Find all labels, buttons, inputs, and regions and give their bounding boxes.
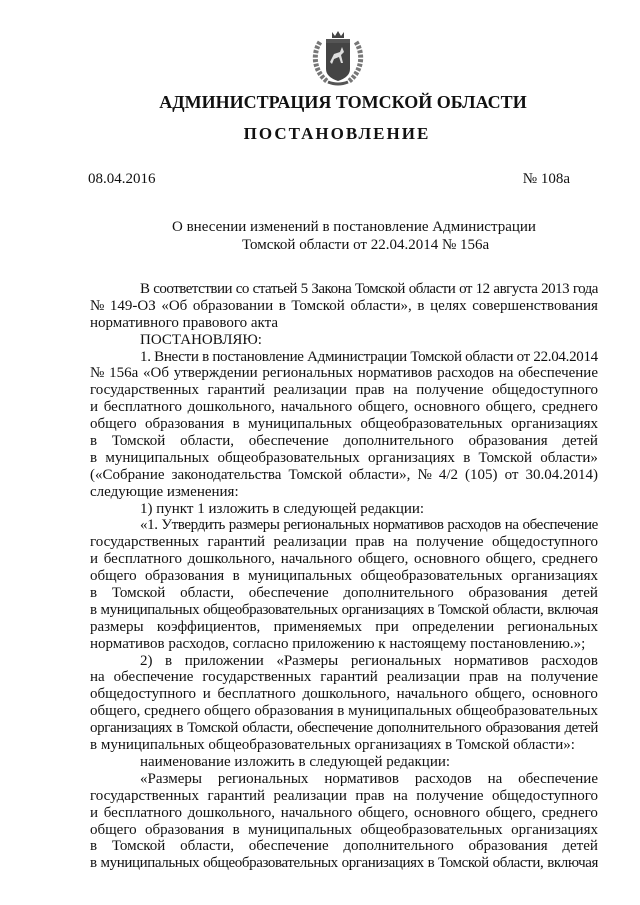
subject-line: О внесении изменений в постановление Администрации bbox=[172, 219, 536, 235]
text-line: «Размеры региональных нормативов расходов на обеспечение bbox=[140, 770, 598, 787]
text-line: 1) пункт 1 изложить в следующей редакции: bbox=[140, 500, 425, 517]
paragraph bbox=[90, 501, 598, 518]
paragraph bbox=[90, 517, 598, 652]
text-line: государственных гарантий реализации прав на получение общедоступного bbox=[90, 787, 598, 804]
document-number: № 108а bbox=[522, 171, 570, 187]
text-line: № 156а «Об утверждении региональных нормативов расходов на обеспечение bbox=[90, 365, 598, 382]
text-line: и бесплатного дошкольного, начального общего, основного общего, среднего bbox=[90, 551, 598, 568]
document-body bbox=[90, 281, 598, 872]
paragraph bbox=[90, 653, 598, 754]
text-line: размеры коэффициентов, применяемых при определении региональных bbox=[90, 618, 598, 635]
text-line: общедоступного и бесплатного дошкольного, начального общего, основного bbox=[90, 686, 598, 703]
text-line: В соответствии со статьей 5 Закона Томской области от 12 августа 2013 года bbox=[140, 281, 598, 297]
text-line: нормативного правового акта bbox=[90, 314, 278, 331]
paragraph bbox=[90, 754, 598, 771]
text-line: в муниципальных общеобразовательных организациях в Томской области, включая bbox=[90, 601, 598, 618]
text-line: организациях в Томской области, обеспечение дополнительного образования детей bbox=[90, 720, 598, 737]
text-line: в Томской области, обеспечение дополнительного образования детей bbox=[90, 585, 598, 602]
text-line: в Томской области, обеспечение дополнительного образования детей bbox=[90, 838, 598, 855]
text-line: следующие изменения: bbox=[90, 483, 239, 500]
text-line: («Собрание законодательства Томской области», № 4/2 (105) от 30.04.2014) bbox=[90, 466, 598, 483]
text-line: наименование изложить в следующей редакции: bbox=[140, 753, 451, 770]
text-line: государственных гарантий реализации прав на получение общедоступного bbox=[90, 382, 598, 399]
text-line: «1. Утвердить размеры региональных нормативов расходов на обеспечение bbox=[140, 517, 598, 534]
text-line: нормативов расходов, согласно приложению к настоящему постановлению.»; bbox=[90, 635, 586, 652]
text-line: на обеспечение государственных гарантий реализации прав на получение bbox=[90, 669, 598, 686]
text-line: и бесплатного дошкольного, начального общего, основного общего, среднего bbox=[90, 399, 598, 416]
text-line: в Томской области, обеспечение дополнительного образования детей bbox=[90, 433, 598, 450]
organization-name: АДМИНИСТРАЦИЯ ТОМСКОЙ ОБЛАСТИ bbox=[159, 92, 527, 112]
paragraph bbox=[90, 349, 598, 501]
coat-of-arms-icon bbox=[310, 28, 366, 88]
text-line: общего образования в муниципальных общеобразовательных организациях bbox=[90, 821, 598, 838]
text-line: в муниципальных общеобразовательных организациях в Томской области»: bbox=[90, 737, 575, 754]
text-line: и бесплатного дошкольного, начального общего, основного общего, среднего bbox=[90, 804, 598, 821]
text-line: общего образования в муниципальных общеобразовательных организациях bbox=[90, 416, 598, 433]
paragraph bbox=[90, 332, 598, 349]
paragraph bbox=[90, 771, 598, 872]
document-date: 08.04.2016 bbox=[88, 171, 156, 187]
paragraph bbox=[90, 281, 598, 332]
document-type: ПОСТАНОВЛЕНИЕ bbox=[243, 124, 431, 143]
text-line: 2) в приложении «Размеры региональных нормативов расходов bbox=[140, 652, 598, 669]
text-line: в муниципальных общеобразовательных организациях в Томской области» bbox=[90, 449, 598, 466]
text-line: ПОСТАНОВЛЯЮ: bbox=[140, 331, 262, 348]
text-line: общего образования в муниципальных общеобразовательных организациях bbox=[90, 568, 598, 585]
text-line: общего, среднего общего образования в муниципальных общеобразовательных bbox=[90, 703, 598, 720]
text-line: в муниципальных общеобразовательных организациях в Томской области, включая bbox=[90, 855, 598, 872]
subject-line: Томской области от 22.04.2014 № 156а bbox=[242, 237, 490, 253]
text-line: государственных гарантий реализации прав на получение общедоступного bbox=[90, 534, 598, 551]
text-line: 1. Внести в постановление Администрации Томской области от 22.04.2014 bbox=[140, 348, 598, 365]
document-subject bbox=[172, 218, 536, 254]
text-line: № 149-ОЗ «Об образовании в Томской области», в целях совершенствования bbox=[90, 297, 598, 314]
